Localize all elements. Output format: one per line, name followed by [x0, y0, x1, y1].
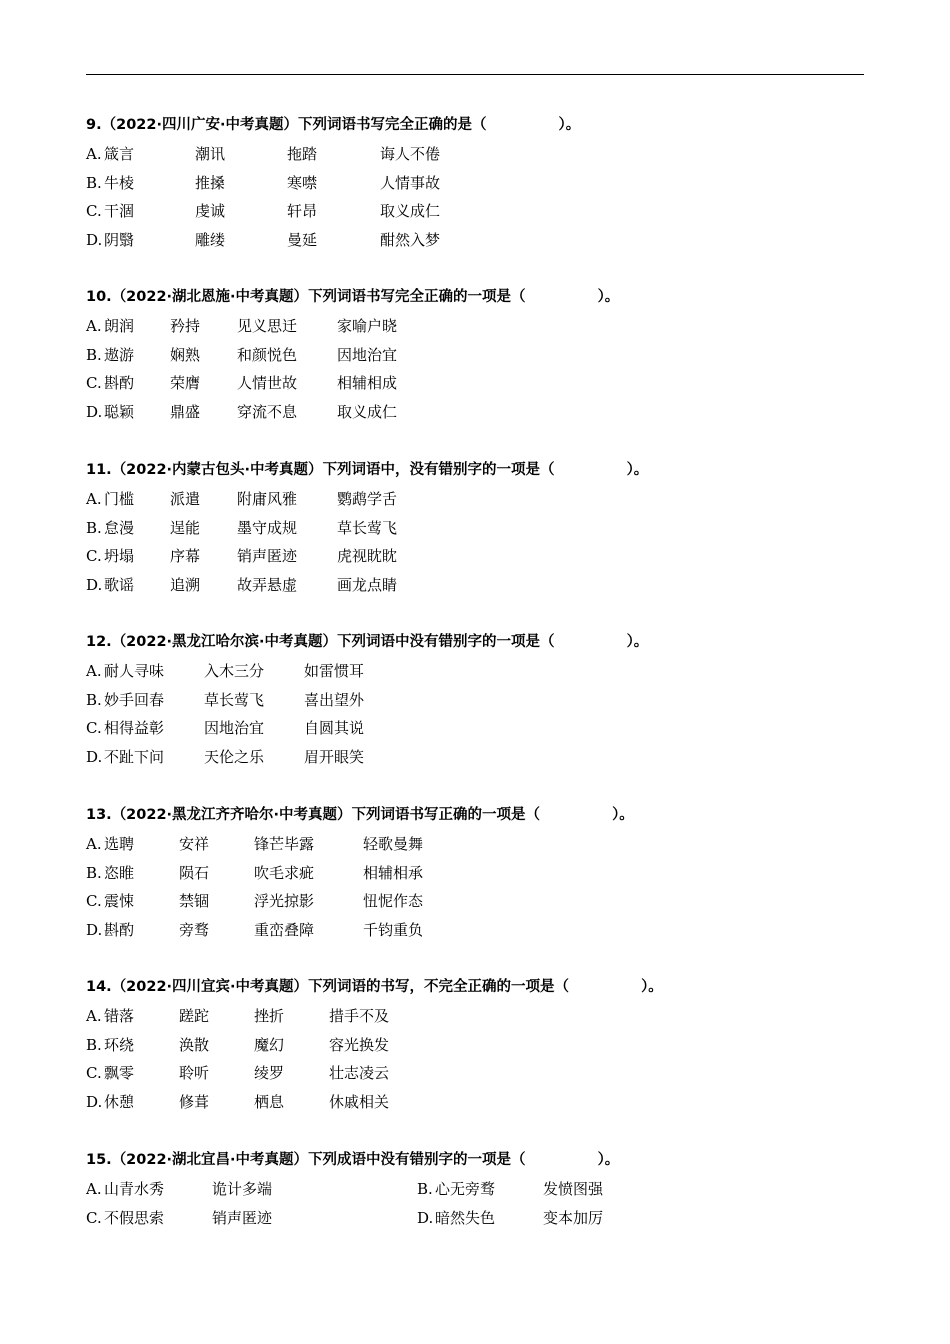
option-word: 遨游 [104, 345, 135, 364]
option-word: 故弄悬虚 [237, 576, 298, 595]
option-word: 鹦鹉学舌 [337, 490, 398, 508]
question-10 [86, 282, 886, 427]
question-title [86, 627, 886, 657]
question-close: ）。 [558, 117, 581, 133]
option-word: 涣散 [179, 1035, 210, 1054]
option-a [86, 485, 886, 514]
question-close: ）。 [597, 1152, 620, 1168]
option-word: 不趾下问 [104, 748, 165, 767]
question-number: 11. [86, 462, 112, 478]
option-a [86, 140, 886, 169]
question-stem: 下列词语中没有错别字的一项是（ [337, 634, 555, 650]
option-letter: D. [86, 748, 103, 767]
option-a [86, 1002, 886, 1031]
option-word: 怠漫 [104, 518, 135, 537]
option-word: 聆听 [179, 1064, 210, 1083]
option-word: 千钧重负 [363, 921, 424, 940]
option-letter: B. [417, 1180, 433, 1198]
option-letter: A. [86, 317, 102, 335]
option-word: 相辅相成 [337, 374, 398, 393]
option-word: 轩昂 [287, 202, 318, 221]
option-word: 牛棱 [104, 173, 135, 192]
option-word: 因地治宜 [337, 345, 398, 364]
option-word: 人情事故 [380, 173, 441, 192]
option-b [86, 514, 886, 543]
option-word: 附庸风雅 [237, 490, 298, 508]
option-word: 和颜悦色 [237, 345, 298, 364]
option-letter: D. [86, 403, 103, 422]
option-word: 聪颖 [104, 403, 135, 422]
option-word: 墨守成规 [237, 518, 298, 537]
option-letter: A. [86, 1007, 102, 1025]
question-stem: 下列词语的书写，不完全正确的一项是（ [308, 979, 570, 995]
option-word: 耐人寻味 [104, 662, 165, 680]
option-c [86, 369, 886, 398]
option-d [86, 743, 886, 772]
question-number: 10. [86, 289, 112, 305]
option-c [86, 542, 886, 571]
option-b [86, 169, 886, 198]
option-word: 禁锢 [179, 892, 210, 911]
option-word: 锋芒毕露 [254, 835, 315, 853]
option-word: 容光换发 [329, 1035, 390, 1054]
question-source: （2022·湖北宜昌·中考真题） [111, 1152, 309, 1168]
option-word: 曼延 [287, 231, 318, 250]
option-word: 箴言 [104, 145, 135, 163]
option-word: 取义成仁 [337, 403, 398, 422]
option-word: 坍塌 [104, 547, 135, 566]
option-word: 虔诚 [195, 202, 226, 221]
option-word: 心无旁骛 [435, 1180, 496, 1198]
option-letter: C. [86, 202, 102, 221]
option-word: 壮志凌云 [329, 1064, 390, 1083]
option-d [86, 571, 886, 600]
question-number: 14. [86, 979, 112, 995]
question-15 [86, 1145, 886, 1232]
question-close: ）。 [612, 807, 634, 823]
option-c [86, 887, 886, 916]
option-word: 销声匿迹 [237, 547, 298, 566]
option-word: 陨石 [179, 863, 210, 882]
option-word: 酣然入梦 [380, 231, 441, 250]
question-title [86, 1145, 886, 1175]
option-word: 震悚 [104, 892, 135, 911]
option-word: 栖息 [254, 1093, 285, 1112]
option-word: 自圆其说 [304, 719, 365, 738]
option-word: 虎视眈眈 [337, 547, 398, 566]
option-word: 吹毛求疵 [254, 863, 315, 882]
option-word: 因地治宜 [204, 719, 265, 738]
option-word: 蹉跎 [179, 1007, 210, 1025]
option-word: 销声匿迹 [212, 1208, 273, 1227]
option-d [86, 398, 886, 427]
question-source: （2022·湖北恩施·中考真题） [111, 289, 309, 305]
option-letter: B. [86, 1035, 102, 1054]
option-word: 飘零 [104, 1064, 135, 1083]
option-letter: D. [86, 1093, 103, 1112]
option-letter: B. [86, 345, 102, 364]
option-word: 草长莺飞 [337, 518, 398, 537]
option-word: 取义成仁 [380, 202, 441, 221]
question-stem: 下列词语中，没有错别字的一项是（ [322, 462, 555, 478]
option-d [86, 1088, 886, 1117]
option-word: 门槛 [104, 490, 135, 508]
option-word: 发愤图强 [543, 1180, 604, 1198]
option-letter: A. [86, 490, 102, 508]
option-letter: C. [86, 892, 102, 911]
option-letter: B. [86, 518, 102, 537]
option-word: 鼎盛 [170, 403, 201, 422]
option-letter: A. [86, 1180, 102, 1198]
option-letter: D. [417, 1208, 434, 1227]
option-a [86, 657, 886, 686]
option-letter: B. [86, 863, 102, 882]
option-word: 轻歌曼舞 [363, 835, 424, 853]
option-word: 相辅相承 [363, 863, 424, 882]
option-word: 斟酌 [104, 921, 135, 940]
option-b [86, 859, 886, 888]
question-stem: 下列词语书写完全正确的一项是（ [308, 289, 526, 305]
option-word: 旁骛 [179, 921, 210, 940]
option-word: 寒噤 [287, 173, 318, 192]
header-rule [86, 74, 864, 75]
option-letter: D. [86, 231, 103, 250]
option-word: 序幕 [170, 547, 201, 566]
option-word: 喜出望外 [304, 690, 365, 709]
option-word: 环绕 [104, 1035, 135, 1054]
question-12 [86, 627, 886, 772]
option-word: 忸怩作态 [363, 892, 424, 911]
option-letter: A. [86, 662, 102, 680]
option-word: 修葺 [179, 1093, 210, 1112]
question-number: 13. [86, 807, 112, 823]
option-word: 诡计多端 [212, 1180, 273, 1198]
option-b [86, 1031, 886, 1060]
option-word: 家喻户晓 [337, 317, 398, 335]
option-word: 相得益彰 [104, 719, 165, 738]
option-row-cd [86, 1204, 886, 1233]
option-word: 草长莺飞 [204, 690, 265, 709]
option-word: 休憩 [104, 1093, 135, 1112]
option-letter: A. [86, 835, 102, 853]
question-close: ）。 [641, 979, 663, 995]
option-word: 妙手回春 [104, 690, 165, 709]
option-word: 人情世故 [237, 374, 298, 393]
option-word: 挫折 [254, 1007, 285, 1025]
option-word: 斟酌 [104, 374, 135, 393]
question-source: （2022·四川宜宾·中考真题） [111, 979, 309, 995]
option-c [86, 1059, 886, 1088]
option-word: 矜持 [170, 317, 201, 335]
option-word: 重峦叠障 [254, 921, 315, 940]
option-letter: C. [86, 1208, 102, 1227]
option-a [86, 830, 886, 859]
option-b [86, 341, 886, 370]
question-9 [86, 110, 886, 255]
question-close: ）。 [626, 634, 649, 650]
option-letter: B. [86, 690, 102, 709]
question-source: （2022·内蒙古包头·中考真题） [111, 462, 323, 478]
option-word: 阴翳 [104, 231, 135, 250]
option-word: 朗润 [104, 317, 135, 335]
question-title [86, 110, 886, 140]
question-title [86, 455, 886, 485]
question-13 [86, 800, 886, 945]
option-word: 浮光掠影 [254, 892, 315, 911]
option-word: 魔幻 [254, 1035, 285, 1054]
option-word: 见义思迁 [237, 317, 298, 335]
question-stem: 下列成语中没有错别字的一项是（ [308, 1152, 526, 1168]
option-word: 逞能 [170, 518, 201, 537]
question-title [86, 282, 886, 312]
option-b [86, 686, 886, 715]
question-title [86, 800, 886, 830]
question-source: （2022·黑龙江哈尔滨·中考真题） [111, 634, 338, 650]
option-word: 绫罗 [254, 1064, 285, 1083]
option-word: 错落 [104, 1007, 135, 1025]
question-stem: 下列词语书写完全正确的是（ [297, 117, 487, 133]
option-word: 歌谣 [104, 576, 135, 595]
question-11 [86, 455, 886, 600]
question-title [86, 972, 886, 1002]
option-word: 山青水秀 [104, 1180, 165, 1198]
option-word: 选聘 [104, 835, 135, 853]
question-14 [86, 972, 886, 1117]
option-letter: C. [86, 719, 102, 738]
option-word: 暗然失色 [435, 1208, 496, 1227]
option-word: 不假思索 [104, 1208, 165, 1227]
option-word: 变本加厉 [543, 1208, 604, 1227]
option-letter: C. [86, 1064, 102, 1083]
option-word: 娴熟 [170, 345, 201, 364]
option-word: 天伦之乐 [204, 748, 265, 767]
option-c [86, 197, 886, 226]
option-word: 入木三分 [204, 662, 265, 680]
option-letter: D. [86, 576, 103, 595]
question-number: 12. [86, 634, 112, 650]
option-word: 眉开眼笑 [304, 748, 365, 767]
option-word: 安祥 [179, 835, 210, 853]
option-word: 画龙点睛 [337, 576, 398, 595]
option-d [86, 226, 886, 255]
question-source: （2022·四川广安·中考真题） [101, 117, 298, 133]
option-word: 拖踏 [287, 145, 318, 163]
option-word: 诲人不倦 [380, 145, 441, 163]
option-word: 雕缕 [195, 231, 226, 250]
option-word: 穿流不息 [237, 403, 298, 422]
question-number: 15. [86, 1152, 112, 1168]
question-stem: 下列词语书写正确的一项是（ [351, 807, 541, 823]
option-d [86, 916, 886, 945]
option-word: 干涸 [104, 202, 135, 221]
option-word: 休戚相关 [329, 1093, 390, 1112]
option-word: 措手不及 [329, 1007, 390, 1025]
option-word: 派遣 [170, 490, 201, 508]
option-letter: B. [86, 173, 102, 192]
question-source: （2022·黑龙江齐齐哈尔·中考真题） [111, 807, 352, 823]
option-letter: A. [86, 145, 102, 163]
option-word: 如雷惯耳 [304, 662, 365, 680]
option-row-ab [86, 1175, 886, 1204]
option-letter: C. [86, 374, 102, 393]
option-letter: D. [86, 921, 103, 940]
question-number: 9. [86, 117, 102, 133]
option-a [86, 312, 886, 341]
option-word: 恣睢 [104, 863, 135, 882]
question-close: ）。 [597, 289, 620, 305]
option-word: 潮讯 [195, 145, 226, 163]
option-c [86, 714, 886, 743]
option-letter: C. [86, 547, 102, 566]
option-word: 荣膺 [170, 374, 201, 393]
option-word: 追溯 [170, 576, 201, 595]
option-word: 推搡 [195, 173, 226, 192]
question-close: ）。 [626, 462, 649, 478]
